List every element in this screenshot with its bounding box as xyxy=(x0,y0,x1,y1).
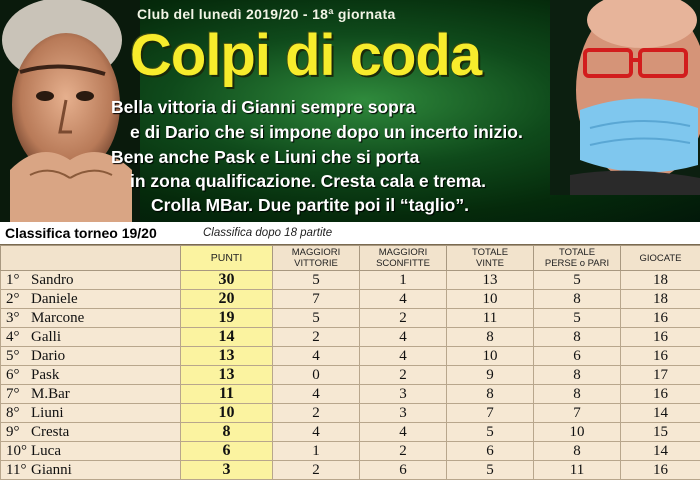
cell-maggiori-vittorie: 2 xyxy=(273,404,360,423)
cell-rank: 6° xyxy=(6,367,31,384)
cell-totale-vinte: 5 xyxy=(447,423,534,442)
table-row xyxy=(1,423,700,442)
cell-totale-vinte: 6 xyxy=(447,442,534,461)
table-row xyxy=(1,385,700,404)
cell-player xyxy=(1,309,181,328)
table-row xyxy=(1,290,700,309)
cell-giocate: 18 xyxy=(621,290,700,309)
cell-rank: 5° xyxy=(6,348,31,365)
cell-maggiori-vittorie: 2 xyxy=(273,461,360,480)
cell-totale-vinte: 10 xyxy=(447,347,534,366)
cell-punti: 6 xyxy=(181,442,273,461)
cell-player xyxy=(1,385,181,404)
cell-totale-perse: 11 xyxy=(534,461,621,480)
cell-totale-perse: 8 xyxy=(534,328,621,347)
cell-totale-perse: 10 xyxy=(534,423,621,442)
col-header-maggiori-sconfitte: MAGGIORI SCONFITTE xyxy=(360,246,447,271)
cell-maggiori-sconfitte: 4 xyxy=(360,328,447,347)
cell-maggiori-vittorie: 4 xyxy=(273,385,360,404)
cell-giocate: 17 xyxy=(621,366,700,385)
col-header-totale-vinte: TOTALE VINTE xyxy=(447,246,534,271)
cell-rank: 11° xyxy=(6,462,31,479)
cell-player xyxy=(1,461,181,480)
cell-punti: 30 xyxy=(181,271,273,290)
standings-title: Classifica torneo 19/20 xyxy=(5,225,157,241)
table-row xyxy=(1,404,700,423)
cell-giocate: 16 xyxy=(621,309,700,328)
cell-punti: 20 xyxy=(181,290,273,309)
cell-rank: 10° xyxy=(6,443,31,460)
col-header-totale-perse: TOTALE PERSE o PARI xyxy=(534,246,621,271)
cell-punti: 8 xyxy=(181,423,273,442)
cell-totale-vinte: 13 xyxy=(447,271,534,290)
cell-totale-vinte: 7 xyxy=(447,404,534,423)
header-banner xyxy=(0,0,700,222)
cell-player xyxy=(1,404,181,423)
portrait-photo-right xyxy=(550,0,700,195)
cell-maggiori-sconfitte: 4 xyxy=(360,423,447,442)
cell-punti: 3 xyxy=(181,461,273,480)
cell-giocate: 14 xyxy=(621,442,700,461)
table-header-row xyxy=(1,246,700,271)
cell-totale-vinte: 11 xyxy=(447,309,534,328)
cell-totale-vinte: 5 xyxy=(447,461,534,480)
cell-rank: 3° xyxy=(6,310,31,327)
cell-totale-perse: 8 xyxy=(534,366,621,385)
cell-giocate: 16 xyxy=(621,347,700,366)
table-row xyxy=(1,442,700,461)
cell-giocate: 16 xyxy=(621,328,700,347)
cell-punti: 13 xyxy=(181,366,273,385)
cell-rank: 9° xyxy=(6,424,31,441)
col-header-maggiori-vittorie: MAGGIORI VITTORIE xyxy=(273,246,360,271)
table-row xyxy=(1,366,700,385)
cell-totale-vinte: 9 xyxy=(447,366,534,385)
cell-giocate: 16 xyxy=(621,385,700,404)
cell-maggiori-sconfitte: 3 xyxy=(360,385,447,404)
summary-line: Crolla MBar. Due partite poi il “taglio”. xyxy=(151,195,469,216)
cell-player xyxy=(1,366,181,385)
summary-line: Bella vittoria di Gianni sempre sopra xyxy=(111,97,415,118)
cell-maggiori-vittorie: 5 xyxy=(273,309,360,328)
cell-name: Dario xyxy=(31,348,65,364)
cell-rank: 1° xyxy=(6,272,31,289)
cell-maggiori-sconfitte: 2 xyxy=(360,442,447,461)
summary-line: Bene anche Pask e Liuni che si porta xyxy=(111,147,419,168)
cell-name: Sandro xyxy=(31,272,74,288)
cell-punti: 14 xyxy=(181,328,273,347)
cell-totale-vinte: 10 xyxy=(447,290,534,309)
cell-rank: 4° xyxy=(6,329,31,346)
cell-maggiori-vittorie: 4 xyxy=(273,347,360,366)
cell-maggiori-vittorie: 7 xyxy=(273,290,360,309)
summary-line: e di Dario che si impone dopo un incerto inizio. xyxy=(130,122,523,143)
cell-rank: 7° xyxy=(6,386,31,403)
standings-table xyxy=(0,245,700,480)
cell-punti: 13 xyxy=(181,347,273,366)
cell-player xyxy=(1,442,181,461)
cell-maggiori-sconfitte: 1 xyxy=(360,271,447,290)
cell-name: Luca xyxy=(31,443,61,459)
cell-player xyxy=(1,423,181,442)
cell-totale-perse: 5 xyxy=(534,309,621,328)
cell-name: Daniele xyxy=(31,291,78,307)
cell-player xyxy=(1,290,181,309)
cell-maggiori-sconfitte: 3 xyxy=(360,404,447,423)
cell-name: Galli xyxy=(31,329,61,345)
cell-maggiori-vittorie: 0 xyxy=(273,366,360,385)
col-header-punti: PUNTI xyxy=(181,246,273,271)
cell-rank: 2° xyxy=(6,291,31,308)
cell-punti: 10 xyxy=(181,404,273,423)
cell-giocate: 14 xyxy=(621,404,700,423)
cell-totale-vinte: 8 xyxy=(447,328,534,347)
cell-totale-perse: 8 xyxy=(534,290,621,309)
cell-name: Pask xyxy=(31,367,59,383)
cell-giocate: 18 xyxy=(621,271,700,290)
cell-giocate: 15 xyxy=(621,423,700,442)
cell-name: M.Bar xyxy=(31,386,70,402)
table-row xyxy=(1,328,700,347)
cell-totale-perse: 8 xyxy=(534,442,621,461)
cell-maggiori-sconfitte: 2 xyxy=(360,309,447,328)
cell-totale-perse: 8 xyxy=(534,385,621,404)
cell-punti: 19 xyxy=(181,309,273,328)
col-header-giocate: GIOCATE xyxy=(621,246,700,271)
cell-rank: 8° xyxy=(6,405,31,422)
cell-maggiori-sconfitte: 4 xyxy=(360,290,447,309)
cell-maggiori-sconfitte: 2 xyxy=(360,366,447,385)
standings-header-bar xyxy=(0,224,700,245)
cell-totale-perse: 6 xyxy=(534,347,621,366)
summary-line: in zona qualificazione. Cresta cala e trema. xyxy=(130,171,486,192)
cell-totale-perse: 7 xyxy=(534,404,621,423)
table-body xyxy=(1,271,700,480)
cell-player xyxy=(1,328,181,347)
cell-maggiori-sconfitte: 6 xyxy=(360,461,447,480)
cell-maggiori-vittorie: 2 xyxy=(273,328,360,347)
table-row xyxy=(1,347,700,366)
col-header-player xyxy=(1,246,181,271)
table-row xyxy=(1,461,700,480)
cell-maggiori-vittorie: 4 xyxy=(273,423,360,442)
cell-punti: 11 xyxy=(181,385,273,404)
cell-name: Marcone xyxy=(31,310,84,326)
table-row xyxy=(1,271,700,290)
cell-maggiori-vittorie: 5 xyxy=(273,271,360,290)
cell-name: Gianni xyxy=(31,462,72,478)
page-title: Colpi di coda xyxy=(130,22,481,89)
cell-giocate: 16 xyxy=(621,461,700,480)
table-row xyxy=(1,309,700,328)
cell-name: Cresta xyxy=(31,424,69,440)
cell-maggiori-vittorie: 1 xyxy=(273,442,360,461)
standings-subtitle: Classifica dopo 18 partite xyxy=(203,227,332,239)
cell-totale-perse: 5 xyxy=(534,271,621,290)
cell-totale-vinte: 8 xyxy=(447,385,534,404)
club-subtitle: Club del lunedì 2019/20 - 18ª giornata xyxy=(137,6,396,22)
cell-player xyxy=(1,271,181,290)
cell-player xyxy=(1,347,181,366)
cell-name: Liuni xyxy=(31,405,64,421)
cell-maggiori-sconfitte: 4 xyxy=(360,347,447,366)
